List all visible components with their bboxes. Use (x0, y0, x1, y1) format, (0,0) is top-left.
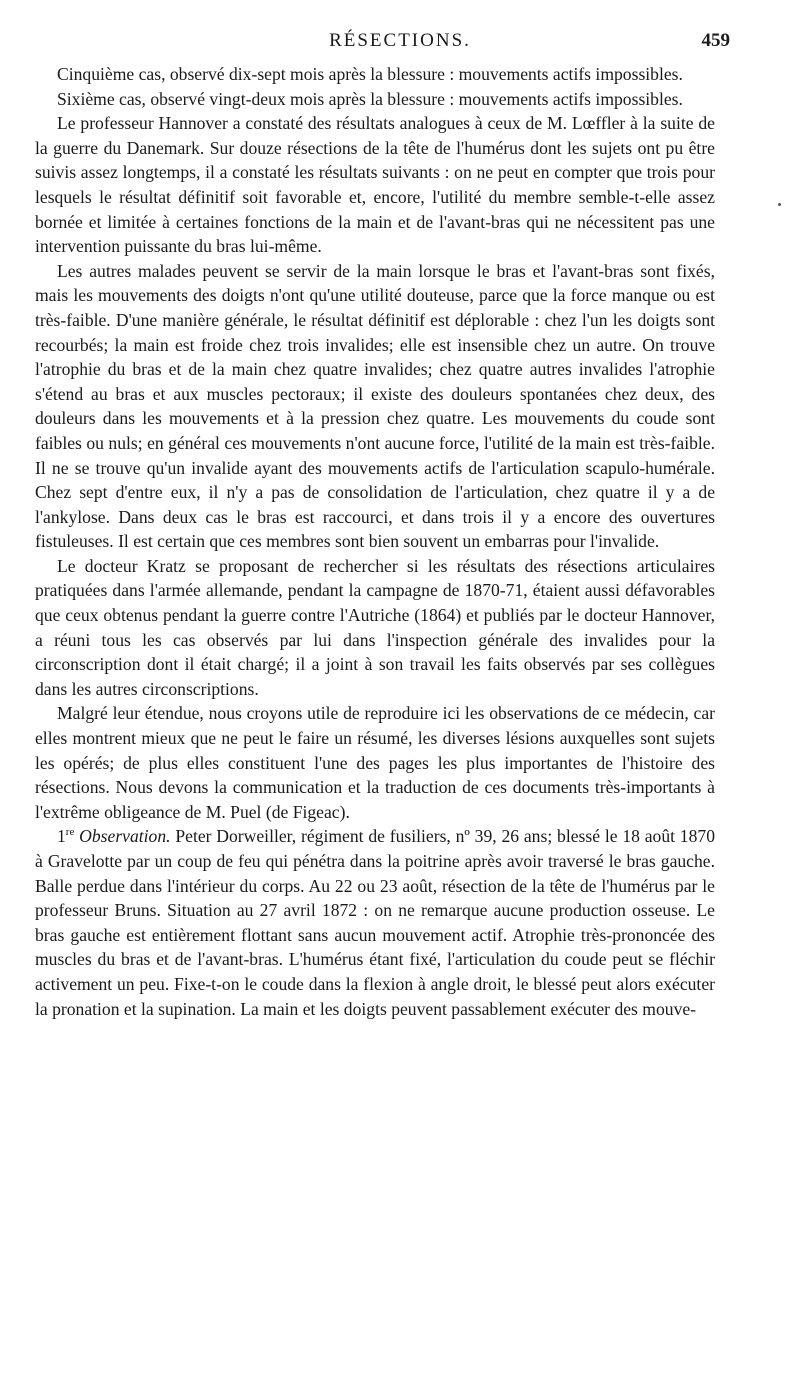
running-title: RÉSECTIONS. (329, 30, 471, 51)
paragraph: Le professeur Hannover a constaté des résultats analogues à ceux de M. Lœffler à la suite de la guerre du Danemark. Sur douze résections de la tête de l'humérus dont les sujets ont pu être suivis assez longtemps, il a constaté les résultats suivants : on ne peut en compter que trois pour lesquels le résultat définitif soit favorable et, encore, l'utilité du membre semble-t-elle assez bornée et limitée à certaines fonctions de la main et de l'avant-bras qui ne nécessitent pas une intervention puissante du bras lui-même. (35, 113, 715, 257)
page-number: 459 (701, 30, 730, 51)
observation-paragraph (35, 824, 715, 1021)
paragraph: Cinquième cas, observé dix-sept mois après la blessure : mouvements actifs impossibles. (57, 64, 683, 84)
observation-text: Peter Dorweiller, régiment de fusiliers, nº 39, 26 ans; blessé le 18 août 1870 à Gravelotte par un coup de feu qui pénétra dans la poitrine après avoir traversé le bras gauche. Balle perdue dans l'intérieur du corps. Au 22 ou 23 août, résection de la tête de l'humérus par le professeur Bruns. Situation au 27 avril 1872 : on ne remarque aucune production osseuse. Le bras gauche est entièrement flottant sans aucun mouvement actif. Atrophie très-prononcée des muscles du bras et de l'avant-bras. L'humérus étant fixé, l'articulation du coude peut se fléchir activement un peu. Fixe-t-on le coude dans la flexion à angle droit, le blessé peut alors exécuter la pronation et la supination. La main et les doigts peuvent passablement exécuter des mouve- (35, 826, 715, 1019)
observation-label: Observation. (79, 826, 171, 847)
paragraph: Le docteur Kratz se proposant de rechercher si les résultats des résections articulaires pratiquées dans l'armée allemande, pendant la campagne de 1870-71, étaient aussi défavorables que ceux obtenus pendant la guerre contre l'Autriche (1864) et publiés par le docteur Hannover, a réuni tous les cas observés par lui dans l'inspection générale des invalides pour la circonscription dont il était chargé; il a joint à son travail les faits observés par ses collègues dans les autres circonscriptions. (35, 555, 715, 699)
observation-number: 1 (57, 826, 66, 847)
paragraph: Malgré leur étendue, nous croyons utile de reproduire ici les observations de ce médecin, car elles montrent mieux que ne peut le faire un résumé, les diverses lésions auxquelles sont sujets les opérés; de plus elles constituent l'une des pages les plus importantes de l'histoire des résections. Nous devons la communication et la traduction de ces documents très-importants à l'extrême obligeance de M. Puel (de Figeac). (35, 703, 715, 822)
paragraph: Les autres malades peuvent se servir de la main lorsque le bras et l'avant-bras sont fixés, mais les mouvements des doigts n'ont qu'une utilité douteuse, parce que la force manque ou est très-faible. D'une manière générale, le résultat définitif est déplorable : chez l'un les doigts sont recourbés; la main est froide chez trois invalides; elle est insensible chez un autre. On trouve l'atrophie du bras et de la main chez quatre invalides; chez quatre autres invalides l'atrophie s'étend au bras et aux muscles pectoraux; il existe des douleurs spontanées chez deux, des douleurs dans les mouvements et à la pression chez quatre. Les mouvements du coude sont faibles ou nuls; en général ces mouvements n'ont aucune force, l'utilité de la main est très-faible. Il ne se trouve qu'un invalide ayant des mouvements actifs de l'articulation scapulo-humérale. Chez sept d'entre eux, il n'y a pas de consolidation de l'articulation, chez quatre il y a de l'ankylose. Dans deux cas le bras est raccourci, et dans trois il y a encore des ouvertures fistuleuses. Il est certain que ces membres sont bien souvent un embarras pour l'invalide. (35, 260, 715, 552)
margin-mark (778, 203, 781, 206)
page-header (0, 30, 800, 54)
paragraph: Sixième cas, observé vingt-deux mois après la blessure : mouvements actifs impossibles. (57, 88, 683, 109)
observation-number-suffix: re (65, 826, 75, 839)
body-text (35, 62, 715, 1021)
